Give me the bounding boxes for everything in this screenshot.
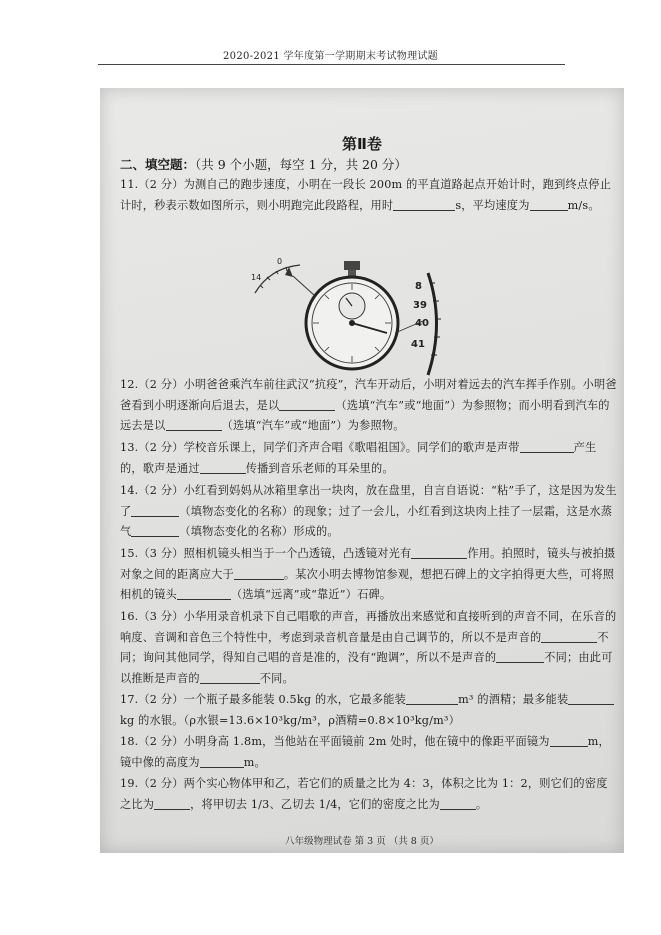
question-14: 14.（2 分）小红看到妈妈从冰箱里拿出一块肉，放在盘里，自言自语说：“粘”手了，这是因为发生了 （填物态变化的名称）的现象；过了一会儿，小红看到这块肉上挂了一层霜，这是水蒸气 （填物态变化的名称）形成的。 — [120, 484, 617, 538]
answer-blank[interactable] — [541, 630, 597, 643]
answer-blank[interactable] — [550, 734, 588, 747]
second-label: 39 — [413, 300, 427, 311]
answer-blank[interactable] — [530, 198, 568, 211]
stopwatch-figure — [245, 243, 455, 383]
question-15: 15.（3 分）照相机镜头相当于一个凸透镜，凸透镜对光有 作用。拍照时，镜头与被拍摄对象之间的距离应大于 。某次小明去博物馆参观，想把石碑上的文字拍得更大些，可将照相机的镜头 （选填“远离”或“靠近”）石碑。 — [120, 547, 616, 601]
volume-title: 第Ⅱ卷 — [342, 135, 382, 153]
question-18: 18.（2 分）小明身高 1.8m，当他站在平面镜前 2m 处时，他在镜中的像距平面镜为 m，镜中像的高度为 m。 — [120, 735, 610, 769]
answer-blank[interactable] — [131, 524, 179, 537]
answer-blank[interactable] — [496, 650, 544, 663]
section-note: （共 9 个小题，每空 1 分，共 20 分） — [195, 157, 407, 172]
answer-blank[interactable] — [154, 797, 190, 810]
page-header: 2020-2021 学年度第一学期期末考试物理试题 — [223, 51, 438, 62]
answer-blank[interactable] — [568, 692, 614, 705]
minute-label: 0 — [277, 257, 283, 266]
answer-blank[interactable] — [200, 755, 244, 768]
question-17: 17.（2 分）一个瓶子最多能装 0.5kg 的水，它最多能装 m³ 的酒精；最多能装kg 的水银。（ρ水银=13.6×10³kg/m³，ρ酒精=0.8×10³kg/m³） — [120, 690, 618, 731]
answer-blank[interactable] — [200, 461, 246, 474]
second-label: 41 — [411, 339, 425, 350]
answer-blank[interactable] — [411, 546, 467, 559]
answer-blank[interactable] — [234, 567, 284, 580]
question-12: 12.（2 分）小明爸爸乘汽车前往武汉“抗疫”，汽车开动后，小明对着远去的汽车挥手作别。小明爸爸看到小明逐渐向后退去，是以 （选填“汽车”或“地面”）为参照物；而小明看到汽车的远去是以 （选填“汽车”或“地面”）为参照物。 — [120, 378, 617, 432]
minute-label: 14 — [251, 273, 262, 282]
answer-blank[interactable] — [440, 797, 476, 810]
answer-blank[interactable] — [177, 587, 231, 600]
second-label: 40 — [415, 318, 429, 329]
second-label: 8 — [415, 281, 422, 292]
question-13: 13.（2 分）学校音乐课上，同学们齐声合唱《歌唱祖国》。同学们的歌声是声带 产生的，歌声是通过 传播到音乐老师的耳朵里的。 — [120, 441, 597, 475]
exam-photo — [100, 88, 624, 853]
section-heading — [120, 155, 407, 173]
answer-blank[interactable] — [406, 692, 458, 705]
page-footer: 八年级物理试卷 第 3 页 （共 8 页） — [285, 836, 439, 847]
answer-blank[interactable] — [393, 198, 455, 211]
header-rule — [98, 64, 565, 65]
section-label: 二、填空题： — [120, 157, 196, 172]
question-19: 19.（2 分）两个实心物体甲和乙，若它们的质量之比为 4：3，体积之比为 1：2，则它们的密度之比为 ，将甲切去 1/3、乙切去 1/4，它们的密度之比为 。 — [120, 777, 608, 811]
answer-blank[interactable] — [200, 671, 260, 684]
question-11: 11.（2 分）为测自己的跑步速度，小明在一段长 200m 的平直道路起点开始计时，跑到终点停止计时，秒表示数如图所示，则小明跑完此段路程，用时 s，平均速度为 m/s。 — [120, 178, 612, 212]
answer-blank[interactable] — [520, 440, 574, 453]
answer-blank[interactable] — [279, 398, 335, 411]
question-16: 16.（3 分）小华用录音机录下自己唱歌的声音，再播放出来感觉和直接听到的声音不同，在乐音的响度、音调和音色三个特性中，考虑到录音机音量是由自己调节的，所以不是声音的 不同；询问其他同学，得知自己唱的音是准的，没有“跑调”，所以不是声音的 不同；由此可以推断是声音的 不同。 — [120, 610, 617, 685]
answer-blank[interactable] — [131, 504, 179, 517]
answer-blank[interactable] — [166, 418, 222, 431]
